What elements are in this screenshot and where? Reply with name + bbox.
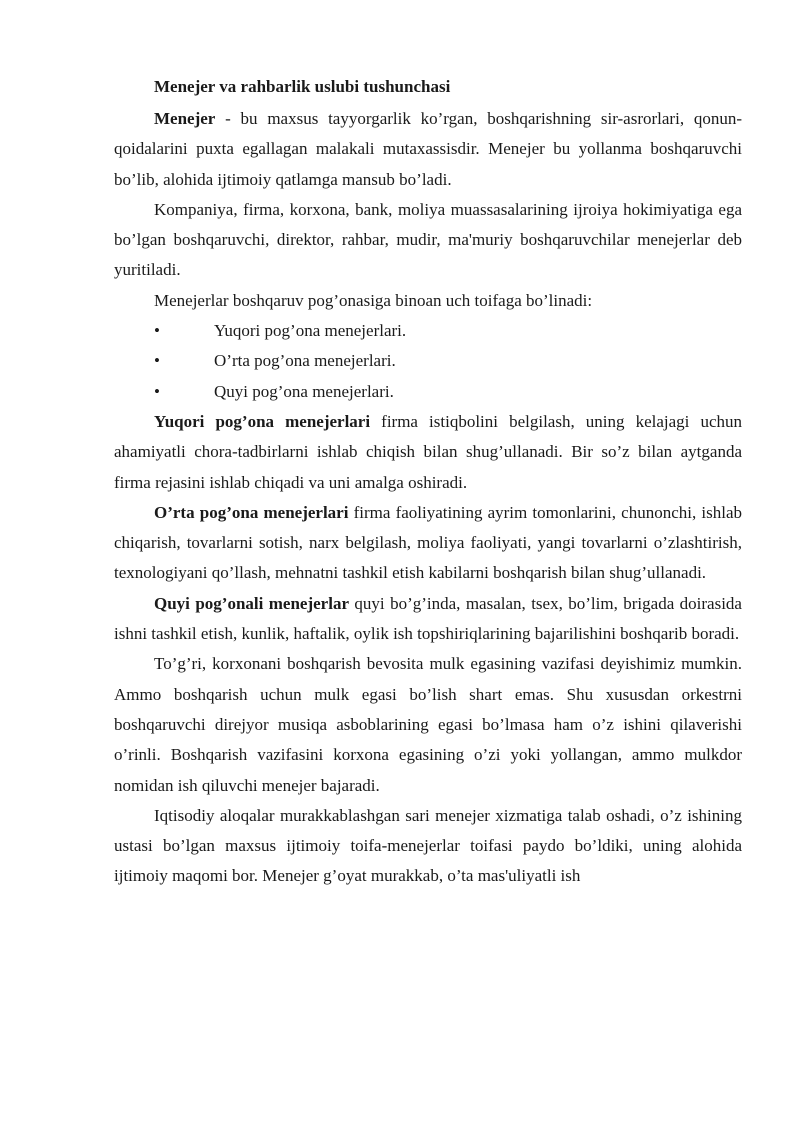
term-top-managers: Yuqori pog’ona menejerlari — [154, 411, 371, 431]
list-item — [114, 346, 742, 376]
paragraph-middle-managers — [114, 498, 742, 589]
paragraph-lower-managers — [114, 589, 742, 650]
list-item — [114, 316, 742, 346]
list-item-text: Yuqori pog’ona menejerlari. — [214, 321, 407, 341]
bullet-icon: • — [154, 321, 160, 341]
paragraph-economic-relations: Iqtisodiy aloqalar murakkablashgan sari menejer xizmatiga talab oshadi, o’z ishining ustasi bo’lgan maxsus ijtimoiy toifa-menejerlar toifasi paydo bo’ldiki, uning alohida ijtimoiy maqomi bor. Menejer g’oyat murakkab, o’ta mas'uliyatli ish — [114, 805, 742, 886]
bullet-icon: • — [154, 351, 160, 371]
middle-managers-text: firma faoliyatining ayrim tomonlarini, chunonchi, ishlab chiqarish, tovarlarni sotish, narx belgilash, moliya faoliyati, yangi tovarlarni o’zlashtirish, texnologiyani qo’llash, mehnatni tashkil etish kabilarni boshqarish bilan shug’ullanadi. — [114, 502, 742, 583]
term-menejer: Menejer — [154, 109, 216, 128]
paragraph-ownership: To’g’ri, korxonani boshqarish bevosita mulk egasining vazifasi deyishimiz mumkin. Ammo boshqarish uchun mulk egasi bo’lish shart emas. Shu xususdan orkestrni boshqaruvchi direjyor musiqa asboblarining egasi bo’lmasa ham o’z ishini qilaverishi o’rinli. Boshqarish vazifasini korxona egasining o’zi yoki yollangan, ammo mulkdor nomidan ish qiluvchi menejer bajaradi. — [114, 654, 742, 795]
paragraph-categories-intro: Menejerlar boshqaruv pog’onasiga binoan uch toifaga bo’linadi: — [154, 290, 593, 310]
section-title: Menejer va rahbarlik uslubi tushunchasi — [154, 77, 451, 96]
definition-text: - bu maxsus tayyorgarlik ko’rgan, boshqarishning sir-asrorlari, qonun-qoidalarini puxta egallagan malakali mutaxassisdir. Menejer bu yollanma boshqaruvchi bo’lib, alohida ijtimoiy qatlamga mansub bo’ladi. — [114, 109, 742, 189]
top-managers-text: firma istiqbolini belgilash, uning kelajagi uchun ahamiyatli chora-tadbirlarni ishlab chiqish bilan shug’ullanadi. Bir so’z bilan aytganda firma rejasini ishlab chiqadi va uni amalga oshiradi. — [114, 411, 743, 492]
list-item-text: Quyi pog’ona menejerlari. — [214, 381, 394, 401]
paragraph-top-managers — [114, 407, 742, 498]
paragraph-titles: Kompaniya, firma, korxona, bank, moliya muassasalarining ijroiya hokimiyatiga ega bo’lgan boshqaruvchi, direktor, rahbar, mudir, ma'muriy boshqaruvchilar menejerlar deb yuritiladi. — [114, 199, 742, 280]
list-item — [114, 377, 742, 407]
list-item-text: O’rta pog’ona menejerlari. — [214, 351, 396, 371]
paragraph-menejer-definition — [114, 104, 742, 195]
term-lower-managers: Quyi pog’onali menejerlar — [154, 593, 349, 613]
term-middle-managers: O’rta pog’ona menejerlari — [154, 502, 349, 522]
manager-levels-list — [114, 316, 742, 407]
lower-managers-text: quyi bo’g’inda, masalan, tsex, bo’lim, brigada doirasida ishni tashkil etish, kunlik, haftalik, oylik ish topshiriqlarining bajarilishini boshqarib boradi. — [114, 593, 742, 644]
bullet-icon: • — [154, 381, 160, 401]
